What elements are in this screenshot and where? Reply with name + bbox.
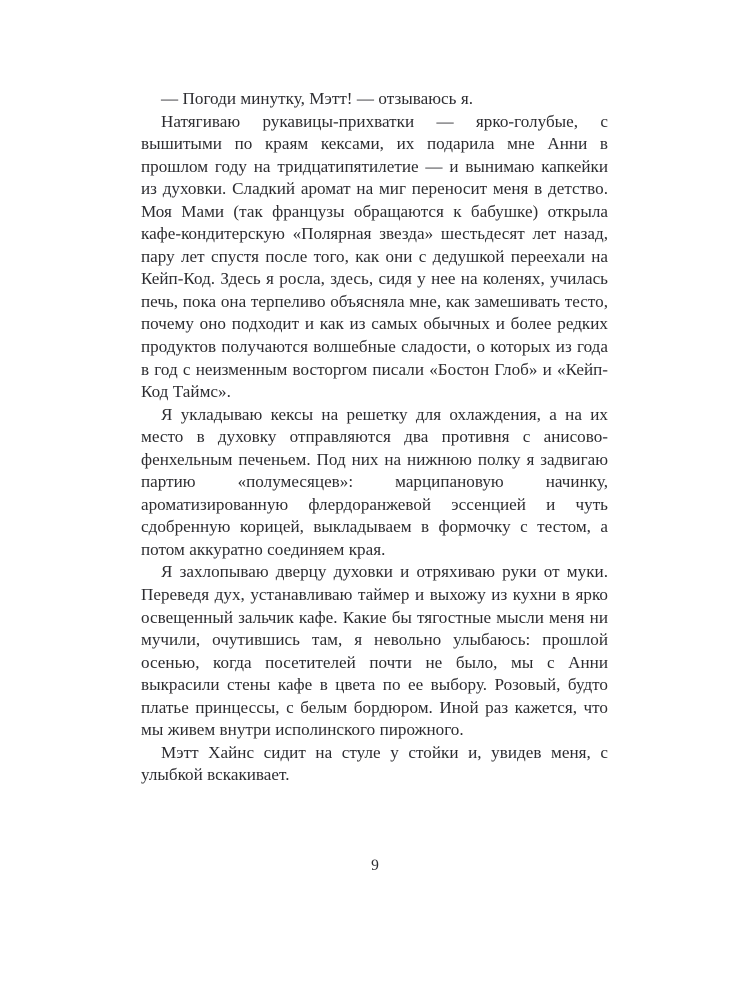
paragraph-4: Я захлопываю дверцу духовки и отряхиваю руки от муки. Переведя дух, устанавливаю таймер и выхожу из кухни в ярко освещенный зальчик кафе. Какие бы тягостные мысли меня ни мучили, очутившись там, я невольно улыбаюсь: прошлой осенью, когда посетителей почти не было, мы с Анни выкрасили стены кафе в цвета по ее выбору. Розовый, будто платье принцессы, с белым бордюром. Иной раз кажется, что мы живем внутри исполинского пирожного. xyxy=(141,562,608,740)
body-text-block xyxy=(141,88,608,787)
paragraph-2: Натягиваю рукавицы-прихватки — ярко-голубые, с вышитыми по краям кексами, их подарила мне Анни в прошлом году на тридцатипятилетие — и вынимаю капкейки из духовки. Сладкий аромат на миг переносит меня в детство. Моя Мами (так французы обращаются к бабушке) открыла кафе-кондитерскую «Полярная звезда» шестьдесят лет назад, пару лет спустя после того, как они с дедушкой переехали на Кейп-Код. Здесь я росла, здесь, сидя у нее на коленях, училась печь, пока она терпеливо объясняла мне, как замешивать тесто, почему оно подходит и как из самых обычных и более редких продуктов получаются волшебные сладости, о которых из года в год с неизменным восторгом писали «Бостон Глоб» и «Кейп-Код Таймс». xyxy=(141,111,608,402)
paragraph-3: Я укладываю кексы на решетку для охлаждения, а на их место в духовку отправляются два противня с анисово-фенхельным печеньем. Под них на нижнюю полку я задвигаю партию «полумесяцев»: марципановую начинку, ароматизированную флердоранжевой эссенцией и чуть сдобренную корицей, выкладываем в формочку с тестом, а потом аккуратно соединяем края. xyxy=(141,404,608,559)
page-number: 9 xyxy=(371,857,379,874)
paragraph-5: Мэтт Хайнс сидит на стуле у стойки и, увидев меня, с улыбкой вскакивает. xyxy=(141,742,608,785)
paragraph-1: — Погоди минутку, Мэтт! — отзываюсь я. xyxy=(161,89,473,108)
